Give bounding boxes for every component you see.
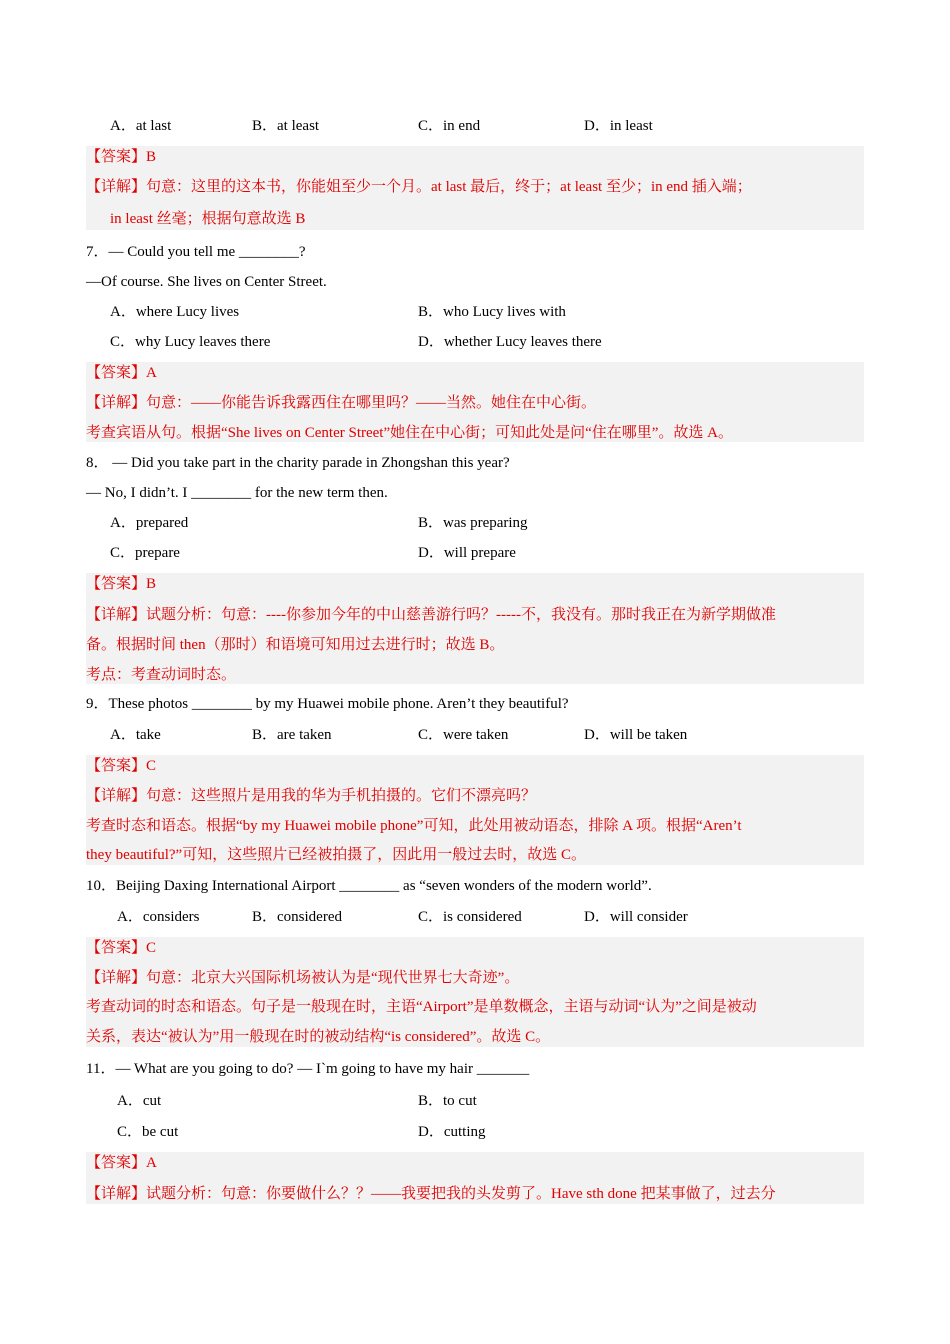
q8-detail-line1: 【详解】试题分析：句意：----你参加今年的中山慈善游行吗？-----不，我没有。那时我正在为新学期做准 [86, 607, 776, 623]
q10-answer: 【答案】C [86, 940, 157, 956]
q6-option-d: D．in least [584, 118, 653, 134]
q11-stem: 11．— What are you going to do? — I`m going to have my hair _______ [86, 1061, 530, 1077]
q8-option-b: B．was preparing [418, 515, 528, 531]
q6-detail-line1: 【详解】句意：这里的这本书，你能姐至少一个月。at last 最后，终于；at least 至少；in end 插入端； [86, 179, 752, 195]
q6-option-c: C．in end [418, 118, 481, 134]
q10-detail-line1: 【详解】句意：北京大兴国际机场被认为是“现代世界七大奇迹”。 [86, 970, 520, 986]
q9-stem: 9．These photos ________ by my Huawei mobile phone. Aren’t they beautiful? [86, 696, 569, 712]
q7-option-c: C．why Lucy leaves there [110, 334, 271, 350]
q7-options-row2 [0, 332, 950, 352]
q6-option-b: B．at least [252, 118, 320, 134]
q8-detail-line2: 备。根据时间 then（那时）和语境可知用过去进行时；故选 B。 [86, 637, 505, 653]
q11-option-a: A．cut [117, 1093, 162, 1109]
q8-stem: 8． — Did you take part in the charity parade in Zhongshan this year? [86, 455, 510, 471]
q10-option-b: B．considered [252, 909, 342, 925]
q9-option-d: D．will be taken [584, 727, 688, 743]
q11-detail-line1: 【详解】试题分析：句意：你要做什么？？——我要把我的头发剪了。Have sth done 把某事做了，过去分 [86, 1186, 776, 1202]
q7-reply: —Of course. She lives on Center Street. [86, 274, 327, 290]
q8-answer-box [86, 573, 864, 684]
q10-option-c: C．is considered [418, 909, 522, 925]
q7-option-a: A．where Lucy lives [110, 304, 240, 320]
q6-option-a: A．at last [110, 118, 172, 134]
q10-option-d: D．will consider [584, 909, 688, 925]
q8-detail-line3: 考点：考查动词时态。 [86, 667, 237, 683]
q11-options-row1 [0, 1091, 950, 1111]
q10-stem: 10．Beijing Daxing International Airport ________ as “seven wonders of the modern world”. [86, 878, 652, 894]
q10-detail-line2: 考查动词的时态和语态。句子是一般现在时，主语“Airport”是单数概念，主语与动词“认为”之间是被动 [86, 999, 757, 1015]
q8-reply: — No, I didn’t. I ________ for the new term then. [86, 485, 388, 501]
q9-options [0, 725, 950, 745]
q8-option-a: A．prepared [110, 515, 189, 531]
q9-answer-box [86, 755, 864, 865]
q8-answer: 【答案】B [86, 576, 157, 592]
q8-option-d: D．will prepare [418, 545, 516, 561]
q7-options-row1 [0, 302, 950, 322]
q9-option-a: A．take [110, 727, 161, 743]
q8-option-c: C．prepare [110, 545, 180, 561]
q6-detail-line2: in least 丝毫；根据句意故选 B [110, 211, 306, 227]
q9-option-c: C．were taken [418, 727, 509, 743]
q11-option-b: B．to cut [418, 1093, 477, 1109]
q10-answer-box [86, 937, 864, 1047]
q11-option-d: D．cutting [418, 1124, 486, 1140]
q8-options-row2 [0, 543, 950, 563]
q6-answer-box [86, 146, 864, 230]
q7-answer: 【答案】A [86, 365, 157, 381]
q7-option-b: B．who Lucy lives with [418, 304, 566, 320]
q7-option-d: D．whether Lucy leaves there [418, 334, 602, 350]
q9-detail-line1: 【详解】句意：这些照片是用我的华为手机拍摄的。它们不漂亮吗？ [86, 788, 537, 804]
q7-answer-box [86, 362, 864, 442]
q11-option-c: C．be cut [117, 1124, 179, 1140]
q9-detail-line3: they beautiful?”可知，这些照片已经被拍摄了，因此用一般过去时，故选 C。 [86, 847, 586, 863]
q11-answer-box [86, 1152, 864, 1204]
q7-stem: 7．— Could you tell me ________? [86, 244, 306, 260]
q10-detail-line3: 关系，表达“被认为”用一般现在时的被动结构“is considered”。故选 C。 [86, 1029, 551, 1045]
q10-option-a: A．considers [117, 909, 200, 925]
q9-option-b: B．are taken [252, 727, 332, 743]
q7-detail-line1: 【详解】句意：——你能告诉我露西住在哪里吗？——当然。她住在中心街。 [86, 395, 597, 411]
q7-detail-line2: 考查宾语从句。根据“She lives on Center Street”她住在中心街；可知此处是问“住在哪里”。故选 A。 [86, 425, 734, 441]
q9-answer: 【答案】C [86, 758, 157, 774]
q11-options-row2 [0, 1122, 950, 1142]
q6-options [0, 116, 950, 136]
q8-options-row1 [0, 513, 950, 533]
q10-options [0, 907, 950, 927]
q6-answer: 【答案】B [86, 149, 157, 165]
q11-answer: 【答案】A [86, 1155, 157, 1171]
q9-detail-line2: 考查时态和语态。根据“by my Huawei mobile phone”可知，此处用被动语态，排除 A 项。根据“Aren’t [86, 818, 742, 834]
